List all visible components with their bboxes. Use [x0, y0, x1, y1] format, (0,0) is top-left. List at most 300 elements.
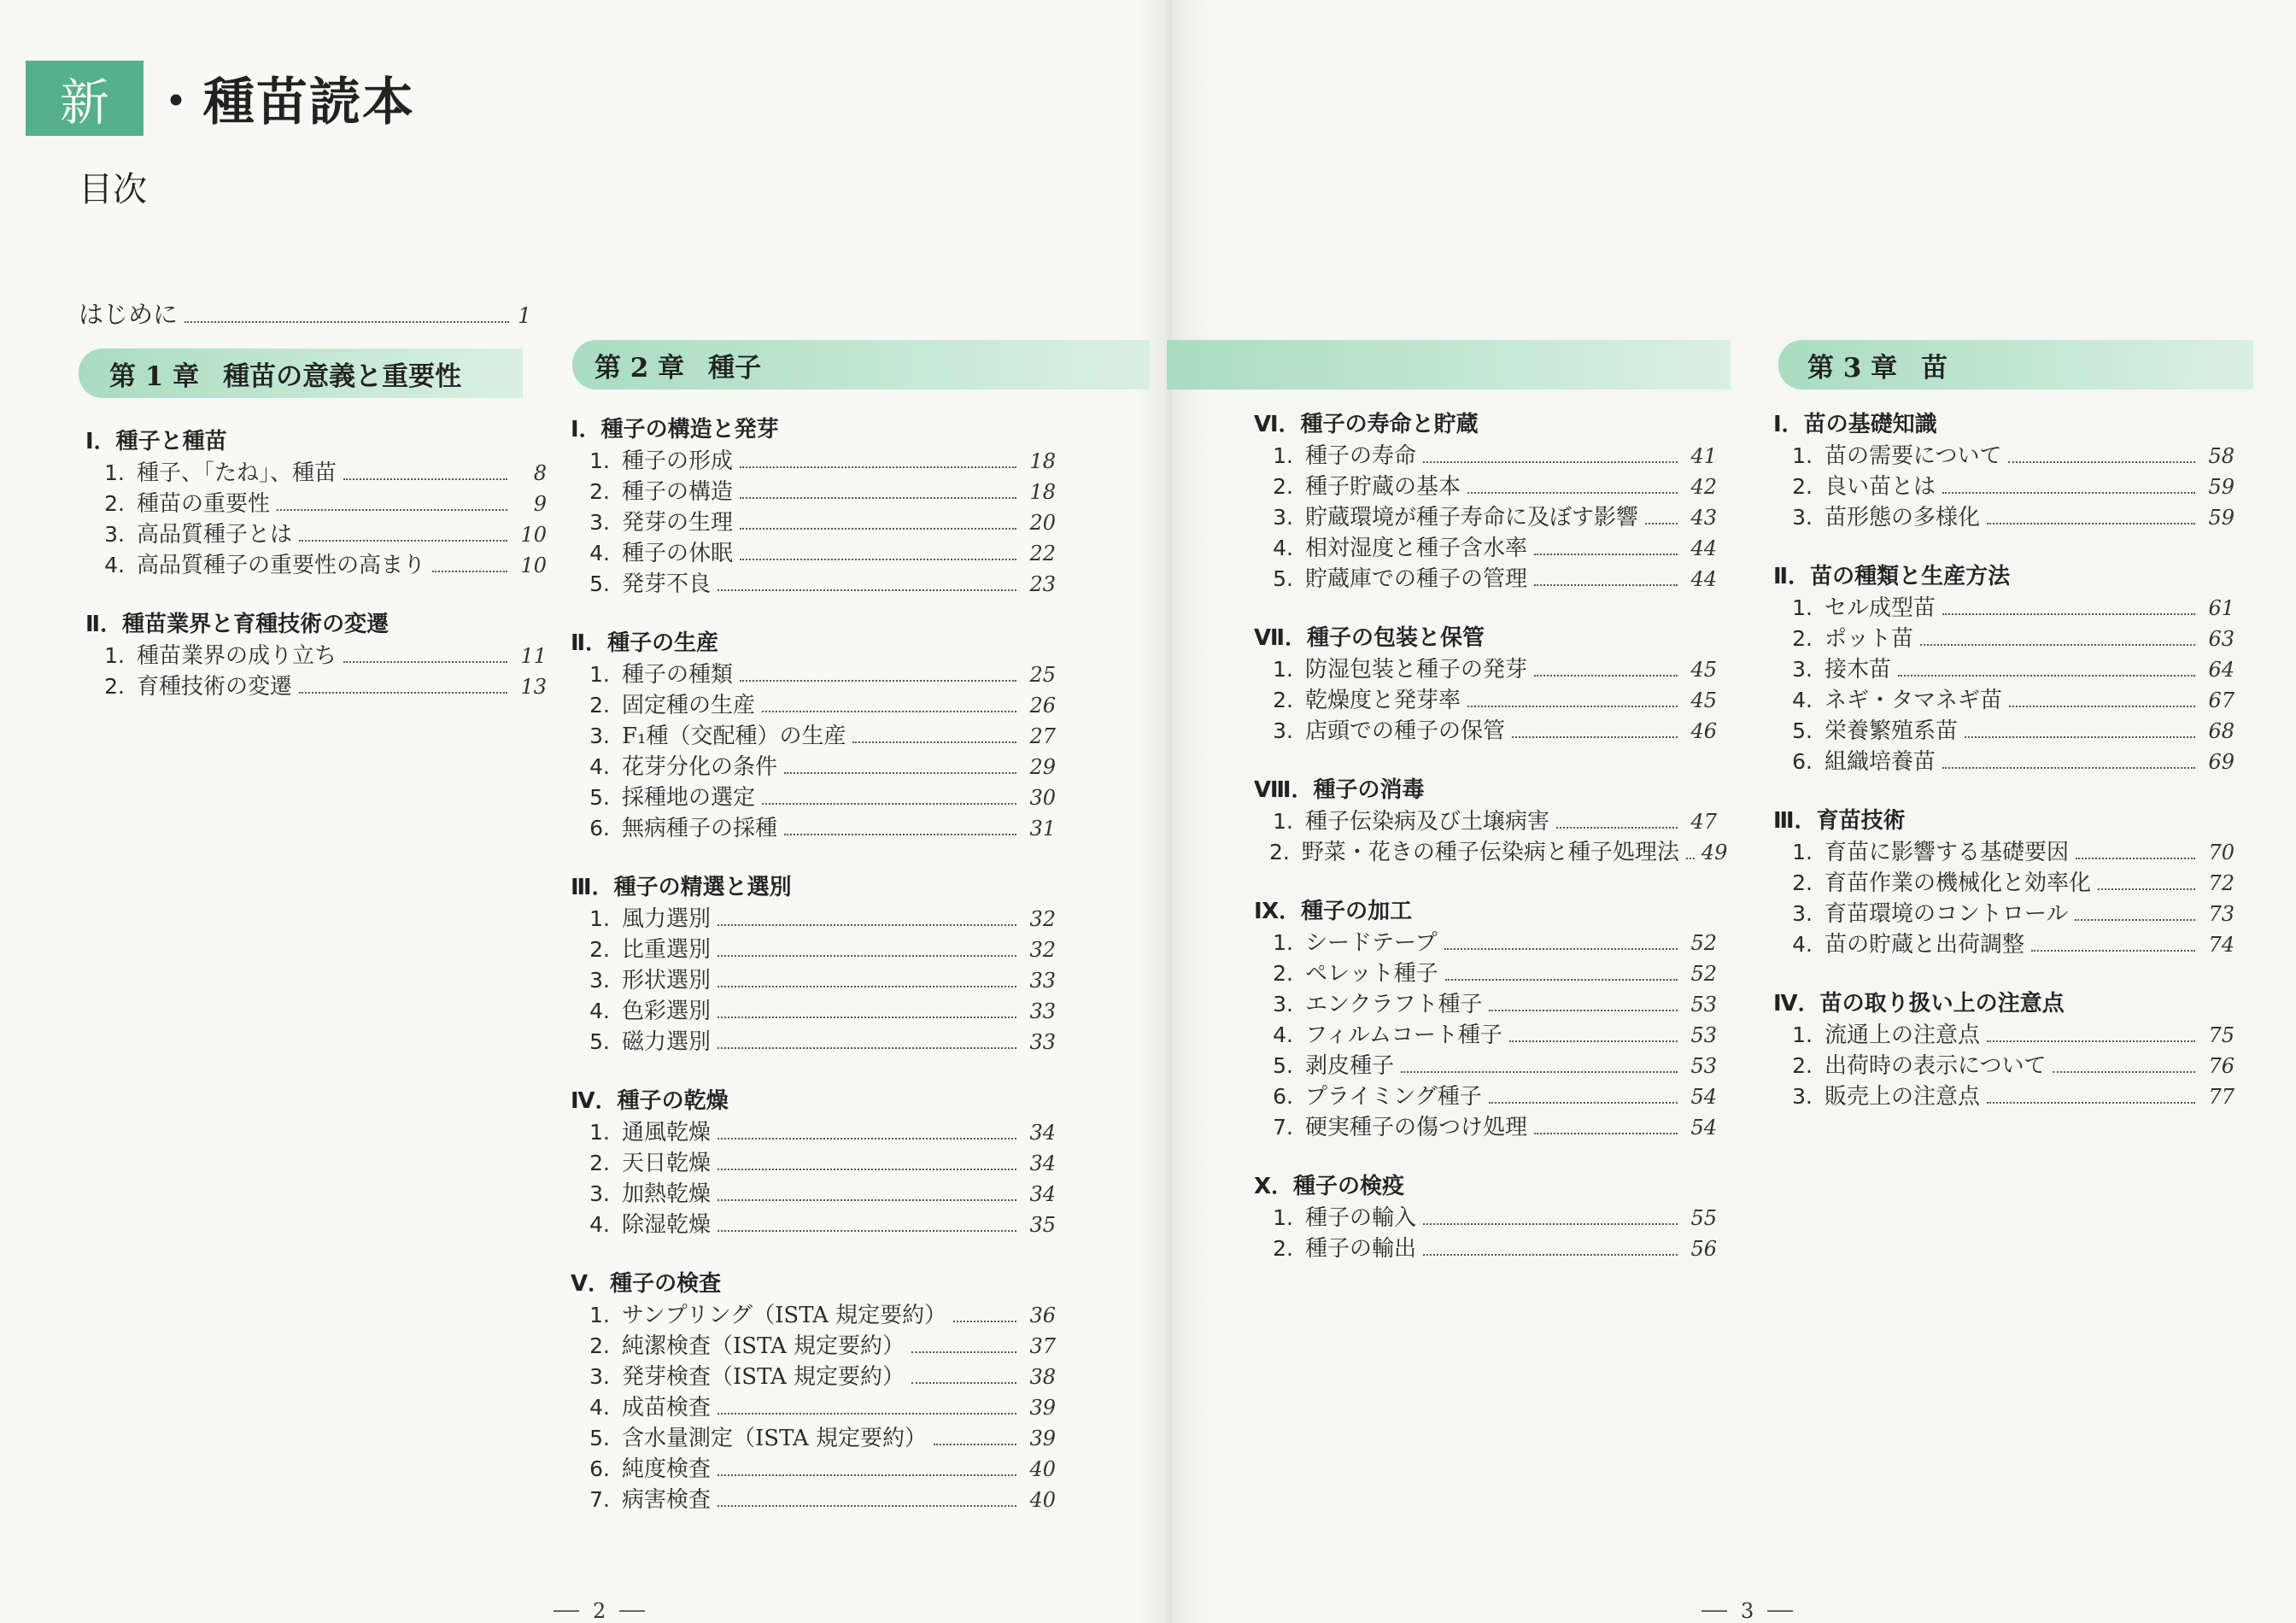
dot-leader [1534, 1133, 1678, 1134]
toc-entry[interactable] [1773, 716, 2234, 747]
dot-leader [740, 528, 1016, 530]
entry-page: 38 [1029, 1365, 1056, 1389]
toc-section [85, 610, 547, 702]
entry-page: 33 [1029, 1030, 1056, 1054]
dot-leader [1423, 1223, 1678, 1225]
entry-number: 5. [1792, 718, 1813, 743]
entry-page: 75 [2208, 1023, 2234, 1047]
toc-entry[interactable] [571, 1210, 1056, 1240]
entry-title: 高品質種子とは [137, 522, 293, 548]
entry-title: 育苗に影響する基礎要因 [1824, 840, 2070, 865]
toc-entry[interactable] [571, 659, 1056, 690]
dot-leader [2008, 461, 2195, 463]
toc-entry[interactable] [571, 1454, 1056, 1485]
entry-title: 種子の構造 [622, 479, 734, 505]
intro-page: 1 [518, 303, 531, 328]
entry-page: 23 [1029, 572, 1056, 596]
entry-page: 52 [1690, 931, 1717, 955]
dot-leader [2009, 706, 2195, 707]
toc-entry[interactable] [571, 1362, 1056, 1392]
entry-page: 40 [1029, 1457, 1056, 1481]
entry-page: 77 [2208, 1085, 2234, 1109]
toc-entry[interactable] [1254, 564, 1717, 595]
title-text: ・種苗読本 [150, 73, 415, 132]
entry-page: 33 [1029, 969, 1056, 993]
entry-number: 4. [589, 754, 610, 779]
book-title [26, 60, 415, 137]
toc-entry[interactable] [85, 489, 547, 519]
entry-page: 34 [1029, 1151, 1056, 1175]
toc-section [571, 873, 1056, 1058]
entry-title: 種子の輸出 [1305, 1236, 1417, 1262]
dot-leader [1509, 1040, 1678, 1042]
section-title[interactable]: Ⅶ．種子の包装と保管 [1254, 625, 1485, 651]
entry-page: 40 [1029, 1488, 1056, 1512]
toc-entry[interactable] [571, 965, 1056, 996]
dot-leader [718, 1230, 1016, 1232]
section-title[interactable]: Ⅷ．種子の消毒 [1254, 777, 1425, 803]
entry-page: 27 [1029, 724, 1056, 748]
dot-leader [277, 509, 507, 511]
section-title[interactable]: Ⅳ．苗の取り扱い上の注意点 [1773, 991, 2065, 1017]
dot-leader [1987, 1040, 2195, 1042]
toc-entry[interactable] [85, 671, 547, 702]
entry-title: 種子の形成 [622, 448, 734, 474]
dot-leader [299, 540, 507, 542]
dot-leader [1534, 675, 1678, 677]
entry-number: 3. [589, 724, 610, 748]
toc-entry[interactable] [1254, 472, 1717, 502]
entry-number: 7. [1273, 1115, 1293, 1140]
toc-column-2 [571, 415, 1056, 1544]
entry-title: 組織培養苗 [1824, 749, 1936, 775]
entry-number: 1. [1273, 657, 1293, 682]
entry-page: 39 [1029, 1396, 1056, 1420]
entry-page: 25 [1029, 663, 1056, 687]
entry-page: 47 [1690, 810, 1717, 834]
dot-leader [432, 571, 507, 572]
dot-leader [1920, 644, 2195, 646]
toc-entry[interactable] [1254, 928, 1717, 958]
dot-leader [1467, 706, 1678, 707]
dot-leader [1898, 675, 2195, 677]
toc-entry[interactable] [571, 904, 1056, 935]
entry-title: 発芽検査（ISTA 規定要約） [622, 1364, 905, 1390]
entry-title: 苗の需要について [1824, 443, 2002, 469]
toc-entry[interactable] [571, 1148, 1056, 1179]
toc-entry[interactable] [85, 519, 547, 550]
toc-entry[interactable] [571, 1331, 1056, 1362]
entry-number: 1. [589, 1120, 610, 1145]
entry-number: 3. [589, 510, 610, 535]
entry-number: 1. [589, 1303, 610, 1327]
entry-page: 26 [1029, 694, 1056, 718]
entry-number: 2. [589, 479, 610, 504]
dot-leader [1556, 827, 1678, 829]
entry-title: 出荷時の表示について [1824, 1053, 2047, 1079]
chapter-3-band [1778, 340, 2253, 390]
dot-leader [1645, 523, 1678, 524]
entry-page: 35 [1029, 1213, 1056, 1237]
entry-title: ペレット種子 [1305, 961, 1438, 987]
toc-column-3 [1254, 410, 1728, 1293]
entry-page: 53 [1690, 993, 1717, 1017]
toc-entry[interactable] [571, 1300, 1056, 1331]
toc-entry[interactable] [571, 935, 1056, 965]
toc-entry[interactable] [1773, 747, 2234, 777]
entry-page: 45 [1690, 658, 1717, 682]
entry-number: 5. [589, 571, 610, 596]
entry-title: 育種技術の変遷 [137, 674, 293, 700]
toc-section [1254, 897, 1717, 1143]
dot-leader [1512, 736, 1678, 738]
toc-entry[interactable] [1254, 502, 1717, 533]
entry-title: 固定種の生産 [622, 693, 756, 718]
entry-page: 13 [520, 675, 547, 699]
entry-title: 比重選別 [622, 937, 712, 963]
toc-entry[interactable] [1773, 441, 2234, 472]
toc-column-4 [1773, 410, 2234, 1141]
toc-section [571, 1269, 1056, 1515]
entry-page: 55 [1690, 1206, 1717, 1230]
entry-title: 種子、「たね」、種苗 [137, 460, 337, 486]
entry-page: 20 [1029, 511, 1056, 535]
toc-entry[interactable] [571, 752, 1056, 782]
entry-page: 37 [1029, 1334, 1056, 1358]
chapter-label: 第 2 章 [594, 352, 685, 384]
entry-title: 種子伝染病及び土壌病害 [1305, 809, 1550, 835]
toc-entry[interactable] [1254, 806, 1717, 837]
entry-page: 63 [2208, 627, 2234, 651]
entry-page: 10 [520, 523, 547, 547]
dot-leader [1423, 1254, 1678, 1256]
entry-page: 44 [1690, 536, 1717, 560]
entry-number: 1. [1273, 930, 1293, 955]
toc-entry[interactable] [1254, 533, 1717, 564]
dot-leader [1965, 736, 2195, 738]
entry-page: 49 [1701, 841, 1728, 864]
entry-title: 無病種子の採種 [622, 816, 778, 841]
entry-title: 野菜・花きの種子伝染病と種子処理法 [1301, 840, 1679, 865]
entry-number: 4. [589, 541, 610, 565]
dot-leader [718, 589, 1016, 591]
dot-leader [343, 478, 507, 480]
dot-leader [934, 1444, 1016, 1445]
entry-page: 32 [1029, 938, 1056, 962]
entry-title: 発芽の生理 [622, 510, 734, 536]
section-title[interactable]: Ⅱ．種苗業界と育種技術の変遷 [85, 612, 390, 637]
entry-number: 3. [1792, 505, 1813, 530]
entry-number: 3. [589, 1364, 610, 1389]
entry-page: 43 [1690, 506, 1717, 530]
entry-page: 54 [1690, 1116, 1717, 1140]
entry-title: 栄養繁殖系苗 [1824, 718, 1959, 744]
entry-number: 3. [589, 968, 610, 993]
entry-page: 18 [1029, 449, 1056, 473]
section-title[interactable]: Ⅹ．種子の検疫 [1254, 1174, 1405, 1199]
dot-leader [718, 1138, 1016, 1140]
dot-leader [718, 955, 1016, 957]
toc-entry[interactable] [1773, 1051, 2234, 1081]
dot-leader [2053, 1071, 2195, 1073]
entry-number: 1. [1792, 1022, 1813, 1047]
toc-entry[interactable] [1773, 929, 2234, 960]
entry-number: 6. [589, 816, 610, 841]
toc-entry[interactable] [1773, 654, 2234, 685]
toc-entry[interactable] [571, 1392, 1056, 1423]
section-title[interactable]: Ⅰ．種子の構造と発芽 [571, 417, 779, 442]
entry-title: セル成型苗 [1824, 595, 1936, 621]
toc-entry[interactable] [1254, 1233, 1717, 1264]
entry-number: 4. [1273, 1022, 1293, 1047]
dot-leader [1445, 979, 1678, 981]
entry-number: 1. [104, 643, 125, 668]
entry-page: 45 [1690, 688, 1717, 712]
entry-page: 8 [533, 461, 547, 485]
toc-entry[interactable] [1254, 441, 1717, 472]
entry-number: 5. [589, 1029, 610, 1054]
dot-leader [1686, 858, 1695, 859]
entry-page: 41 [1690, 444, 1717, 468]
toc-section [1254, 624, 1717, 747]
entry-title: 育苗作業の機械化と効率化 [1824, 870, 2092, 896]
entry-page: 39 [1029, 1427, 1056, 1450]
entry-title: 種子の輸入 [1305, 1205, 1417, 1231]
dot-leader [784, 834, 1016, 835]
entry-title: 硬実種子の傷つけ処理 [1305, 1115, 1528, 1140]
entry-title: 苗形態の多様化 [1824, 505, 1981, 530]
entry-number: 1. [1273, 443, 1293, 468]
toc-entry[interactable] [571, 446, 1056, 477]
entry-number: 2. [589, 937, 610, 962]
dot-leader [911, 1351, 1016, 1353]
entry-page: 22 [1029, 542, 1056, 565]
toc-entry[interactable] [571, 1179, 1056, 1210]
entry-page: 32 [1029, 907, 1056, 931]
entry-title: 乾燥度と発芽率 [1305, 688, 1461, 713]
entry-page: 59 [2208, 475, 2234, 499]
toc-entry[interactable] [571, 538, 1056, 569]
toc-entry[interactable] [1773, 685, 2234, 716]
entry-title: 形状選別 [622, 968, 712, 993]
toc-entry[interactable] [571, 1423, 1056, 1454]
dot-leader [1942, 613, 2195, 615]
toc-entry[interactable] [571, 690, 1056, 721]
entry-title: 種子の寿命 [1305, 443, 1417, 469]
toc-entry[interactable] [1254, 989, 1717, 1020]
dot-leader [718, 1199, 1016, 1201]
dot-leader [1401, 1071, 1678, 1073]
toc-entry[interactable] [85, 641, 547, 671]
entry-title: 純潔検査（ISTA 規定要約） [622, 1333, 905, 1359]
entry-number: 3. [589, 1181, 610, 1206]
entry-title: 販売上の注意点 [1824, 1084, 1981, 1110]
entry-title: 接木苗 [1824, 657, 1892, 683]
toc-entry[interactable] [571, 782, 1056, 813]
toc-section [1773, 806, 2234, 960]
entry-page: 53 [1690, 1054, 1717, 1078]
toc-section [571, 1087, 1056, 1240]
dot-leader [343, 661, 507, 663]
toc-entry[interactable] [1254, 1020, 1717, 1051]
entry-page: 61 [2208, 596, 2234, 620]
entry-page: 36 [1029, 1304, 1056, 1327]
toc-entry[interactable] [1254, 685, 1717, 716]
section-title[interactable]: Ⅰ．種子と種苗 [85, 429, 227, 454]
toc-entry[interactable] [85, 458, 547, 489]
section-title[interactable]: Ⅱ．苗の種類と生産方法 [1773, 564, 2011, 589]
entry-title: サンプリング（ISTA 規定要約） [622, 1303, 947, 1328]
toc-entry[interactable] [571, 813, 1056, 844]
entry-title: 純度検査 [622, 1456, 712, 1482]
entry-page: 73 [2208, 902, 2234, 926]
toc-entry[interactable] [1254, 1081, 1717, 1112]
entry-number: 4. [589, 1395, 610, 1420]
toc-entry[interactable] [1254, 654, 1717, 685]
entry-title: 種苗の重要性 [137, 491, 271, 517]
entry-page: 54 [1690, 1085, 1717, 1109]
entry-number: 1. [589, 448, 610, 473]
section-title[interactable]: Ⅰ．苗の基礎知識 [1773, 412, 1937, 437]
entry-page: 29 [1029, 755, 1056, 779]
toc-entry[interactable] [1254, 1051, 1717, 1081]
entry-page: 76 [2208, 1054, 2234, 1078]
toc-entry[interactable] [571, 1485, 1056, 1515]
entry-title: フィルムコート種子 [1305, 1022, 1502, 1048]
entry-number: 5. [1273, 1053, 1293, 1078]
dot-leader [784, 772, 1016, 774]
toc-entry[interactable] [1254, 1203, 1717, 1233]
entry-title: 除湿乾燥 [622, 1212, 712, 1238]
section-title[interactable]: Ⅴ．種子の検査 [571, 1271, 722, 1297]
book-gutter [1136, 0, 1204, 1623]
toc-entry[interactable] [1773, 624, 2234, 654]
toc-entry[interactable] [1773, 837, 2234, 868]
entry-title: ポット苗 [1824, 626, 1914, 652]
entry-number: 3. [1792, 901, 1813, 926]
entry-number: 3. [1792, 1084, 1813, 1109]
folio-right-number: 3 [1741, 1599, 1754, 1623]
page-number-right [1688, 1599, 1807, 1623]
entry-number: 1. [589, 662, 610, 687]
toc-entry[interactable] [571, 477, 1056, 507]
dot-leader [740, 559, 1016, 560]
toc-section [1254, 410, 1717, 595]
entry-title: 貯蔵環境が種子寿命に及ぼす影響 [1305, 505, 1639, 530]
entry-number: 3. [1792, 657, 1813, 682]
entry-number: 2. [589, 1333, 610, 1358]
entry-title: 貯蔵庫での種子の管理 [1305, 566, 1528, 592]
entry-title: 天日乾燥 [622, 1151, 712, 1176]
entry-title: 風力選別 [622, 906, 712, 932]
entry-number: 4. [589, 999, 610, 1023]
folio-left-number: 2 [593, 1599, 606, 1623]
page-number-left [540, 1599, 659, 1623]
entry-number: 1. [1273, 809, 1293, 834]
section-title[interactable]: Ⅲ．育苗技術 [1773, 808, 1906, 834]
toc-entry[interactable] [571, 721, 1056, 752]
entry-number: 5. [1273, 566, 1293, 591]
section-title[interactable]: Ⅱ．種子の生産 [571, 630, 719, 656]
toc-entry[interactable] [1773, 1020, 2234, 1051]
toc-entry[interactable] [85, 550, 547, 581]
entry-number: 2. [1273, 1236, 1293, 1261]
dot-leader [762, 803, 1016, 805]
dot-leader [718, 1505, 1016, 1507]
entry-page: 70 [2208, 841, 2234, 864]
entry-number: 2. [1792, 474, 1813, 499]
toc-entry[interactable] [571, 1027, 1056, 1058]
toc-entry[interactable] [571, 569, 1056, 600]
entry-page: 67 [2208, 688, 2234, 712]
entry-page: 72 [2208, 871, 2234, 895]
section-title[interactable]: Ⅲ．種子の精選と選別 [571, 875, 792, 900]
entry-page: 44 [1690, 567, 1717, 591]
entry-number: 4. [1273, 536, 1293, 560]
dot-leader [2098, 888, 2195, 890]
entry-title: 種子貯蔵の基本 [1305, 474, 1461, 500]
dot-leader [1423, 461, 1678, 463]
toc-entry[interactable] [1773, 868, 2234, 899]
toc-entry[interactable] [1254, 716, 1717, 747]
section-title[interactable]: Ⅸ．種子の加工 [1254, 899, 1413, 924]
chapter-label: 第 1 章 [109, 360, 200, 392]
dot-leader [953, 1321, 1016, 1322]
dot-leader [1987, 1102, 2195, 1104]
toc-entry[interactable] [571, 996, 1056, 1027]
toc-entry-intro[interactable] [79, 296, 531, 331]
entry-page: 69 [2208, 750, 2234, 774]
entry-number: 3. [1273, 992, 1293, 1017]
section-title[interactable]: Ⅵ．種子の寿命と貯蔵 [1254, 412, 1479, 437]
entry-number: 6. [1792, 749, 1813, 774]
chapter-title: 種子 [708, 352, 762, 384]
toc-entry[interactable] [1773, 1081, 2234, 1112]
toc-entry[interactable] [1773, 593, 2234, 624]
toc-entry[interactable] [1254, 837, 1728, 868]
entry-page: 10 [520, 554, 547, 577]
toc-section [571, 629, 1056, 844]
entry-page: 52 [1690, 962, 1717, 986]
entry-title: 剥皮種子 [1305, 1053, 1395, 1079]
entry-number: 2. [104, 491, 125, 516]
chapter-title: 種苗の意義と重要性 [223, 360, 462, 392]
toc-entry[interactable] [1254, 958, 1717, 989]
entry-number: 3. [104, 522, 125, 547]
dot-leader [718, 1169, 1016, 1170]
chapter-2-band-continued [1167, 340, 1731, 390]
entry-number: 5. [589, 1426, 610, 1450]
entry-number: 3. [1273, 505, 1293, 530]
entry-page: 33 [1029, 999, 1056, 1023]
entry-number: 1. [104, 460, 125, 485]
entry-page: 42 [1690, 475, 1717, 499]
toc-entry[interactable] [571, 1117, 1056, 1148]
entry-title: 花芽分化の条件 [622, 754, 778, 780]
entry-title: 育苗環境のコントロール [1824, 901, 2069, 927]
toc-entry[interactable] [571, 507, 1056, 538]
toc-entry[interactable] [1254, 1112, 1717, 1143]
toc-entry[interactable] [1773, 899, 2234, 929]
dot-leader [718, 1474, 1016, 1476]
entry-title: ネギ・タマネギ苗 [1824, 688, 2003, 713]
entry-number: 4. [1792, 688, 1813, 712]
section-title[interactable]: Ⅳ．種子の乾燥 [571, 1088, 729, 1114]
entry-title: 色彩選別 [622, 999, 712, 1024]
toc-entry[interactable] [1773, 502, 2234, 533]
toc-entry[interactable] [1773, 472, 2234, 502]
dot-leader [2031, 950, 2195, 952]
